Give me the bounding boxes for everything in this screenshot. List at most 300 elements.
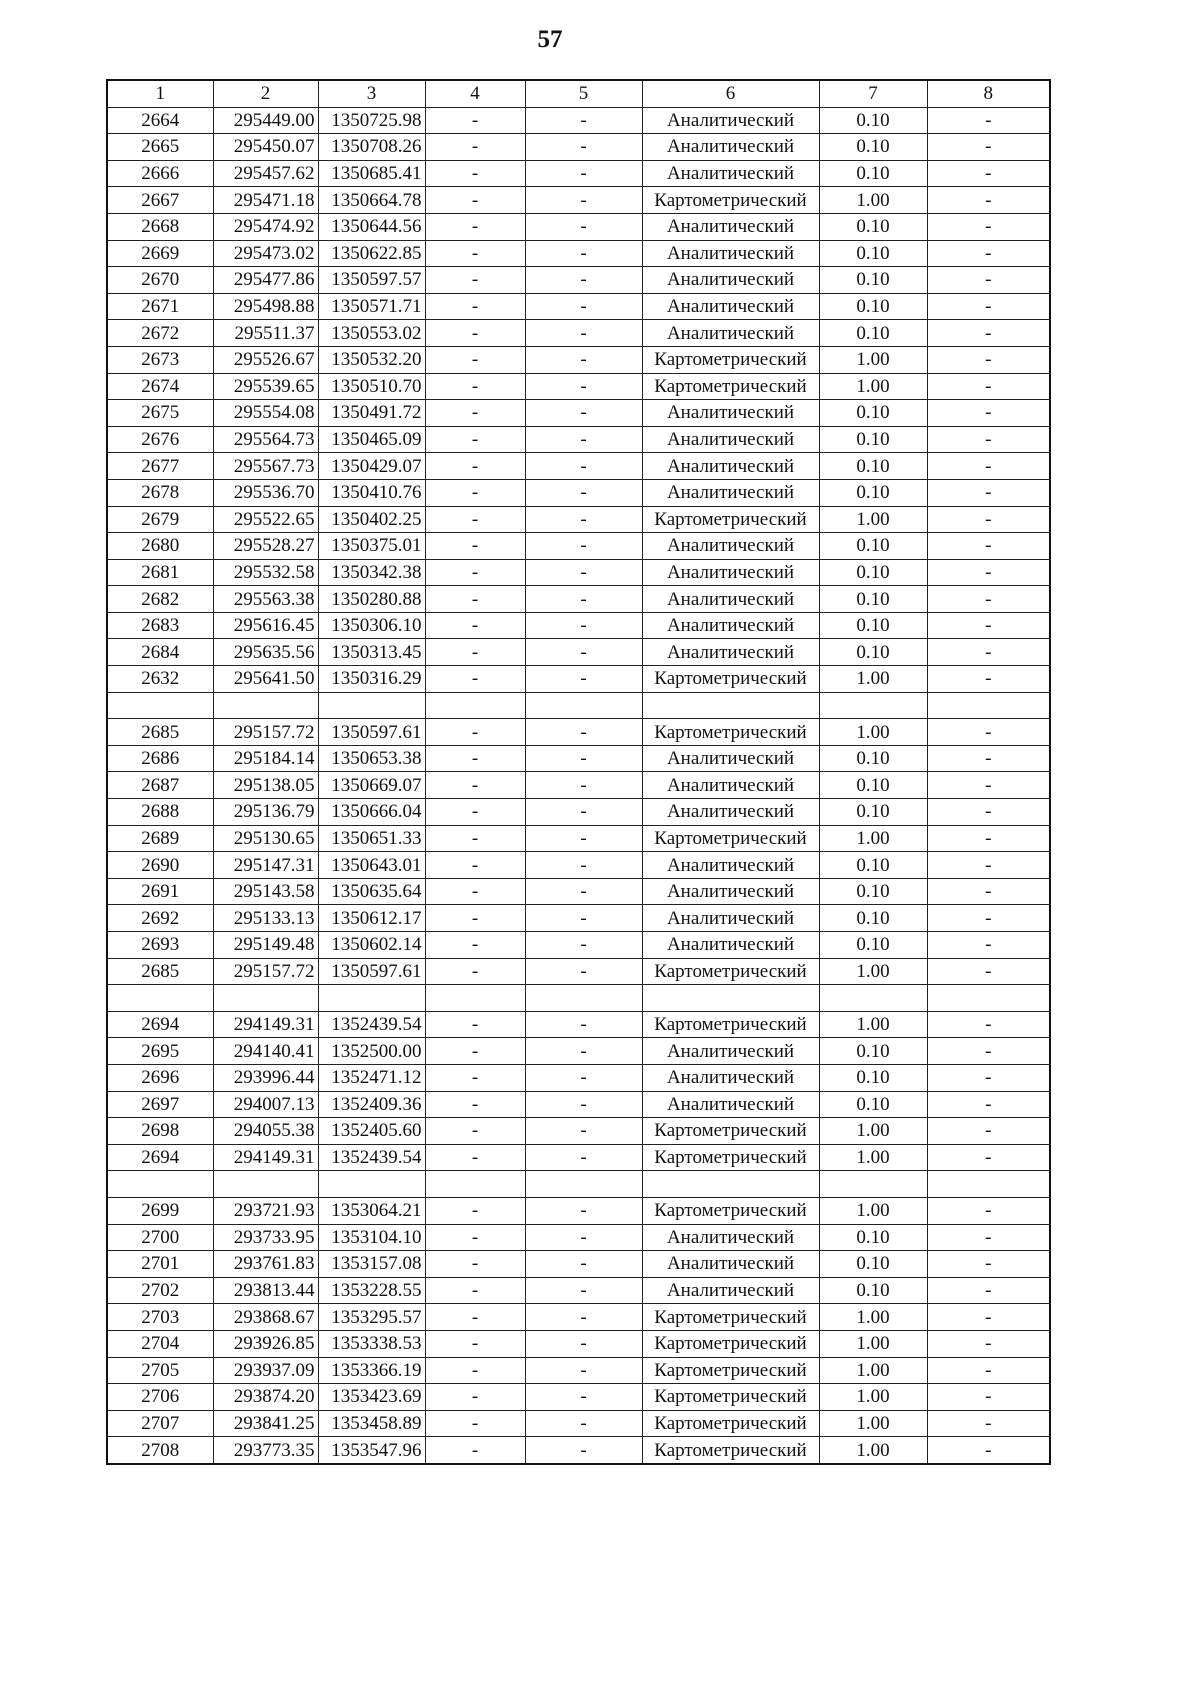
table-row: [107, 1091, 1050, 1118]
method-cell: Аналитический: [642, 107, 819, 134]
column-header-4: 4: [425, 80, 525, 107]
col-5-cell: -: [525, 772, 642, 799]
accuracy-cell: 0.10: [819, 1224, 927, 1251]
point-number-cell: 2694: [107, 1011, 213, 1038]
method-cell: Аналитический: [642, 1091, 819, 1118]
point-number-cell: 2680: [107, 533, 213, 560]
col-4-cell: -: [425, 187, 525, 214]
accuracy-cell: 1.00: [819, 187, 927, 214]
x-coordinate-cell: [213, 692, 318, 719]
accuracy-cell: 0.10: [819, 267, 927, 294]
y-coordinate-cell: 1353366.19: [318, 1357, 425, 1384]
table-row: [107, 320, 1050, 347]
point-number-cell: 2678: [107, 479, 213, 506]
x-coordinate-cell: 294140.41: [213, 1038, 318, 1065]
point-number-cell: 2708: [107, 1437, 213, 1464]
y-coordinate-cell: 1353547.96: [318, 1437, 425, 1464]
x-coordinate-cell: 293937.09: [213, 1357, 318, 1384]
col-8-cell: -: [927, 745, 1050, 772]
col-4-cell: -: [425, 586, 525, 613]
col-4-cell: -: [425, 1197, 525, 1224]
accuracy-cell: 1.00: [819, 1410, 927, 1437]
x-coordinate-cell: 295564.73: [213, 426, 318, 453]
method-cell: Картометрический: [642, 1410, 819, 1437]
col-5-cell: -: [525, 320, 642, 347]
col-8-cell: -: [927, 1251, 1050, 1278]
col-4-cell: -: [425, 1224, 525, 1251]
method-cell: Аналитический: [642, 1064, 819, 1091]
col-4-cell: -: [425, 134, 525, 161]
y-coordinate-cell: 1350342.38: [318, 559, 425, 586]
col-5-cell: -: [525, 187, 642, 214]
method-cell: Аналитический: [642, 1224, 819, 1251]
accuracy-cell: [819, 1171, 927, 1198]
y-coordinate-cell: 1350612.17: [318, 905, 425, 932]
table-row: [107, 559, 1050, 586]
point-number-cell: 2698: [107, 1118, 213, 1145]
col-5-cell: -: [525, 240, 642, 267]
col-4-cell: -: [425, 1144, 525, 1171]
point-number-cell: 2700: [107, 1224, 213, 1251]
method-cell: [642, 985, 819, 1012]
y-coordinate-cell: 1353064.21: [318, 1197, 425, 1224]
y-coordinate-cell: 1353423.69: [318, 1384, 425, 1411]
col-4-cell: -: [425, 479, 525, 506]
table-body: [107, 107, 1050, 1464]
table-row: [107, 1251, 1050, 1278]
col-5-cell: -: [525, 1197, 642, 1224]
point-number-cell: 2667: [107, 187, 213, 214]
point-number-cell: 2689: [107, 825, 213, 852]
col-8-cell: -: [927, 107, 1050, 134]
point-number-cell: 2684: [107, 639, 213, 666]
accuracy-cell: 0.10: [819, 1038, 927, 1065]
y-coordinate-cell: 1350553.02: [318, 320, 425, 347]
method-cell: Аналитический: [642, 1251, 819, 1278]
method-cell: Картометрический: [642, 719, 819, 746]
table-row: [107, 1410, 1050, 1437]
point-number-cell: 2671: [107, 293, 213, 320]
table-row: [107, 453, 1050, 480]
y-coordinate-cell: 1350685.41: [318, 160, 425, 187]
method-cell: Аналитический: [642, 293, 819, 320]
method-cell: Аналитический: [642, 1038, 819, 1065]
method-cell: Картометрический: [642, 1304, 819, 1331]
point-number-cell: 2664: [107, 107, 213, 134]
accuracy-cell: 0.10: [819, 586, 927, 613]
page-number: 57: [537, 26, 563, 53]
x-coordinate-cell: 294055.38: [213, 1118, 318, 1145]
accuracy-cell: 0.10: [819, 1064, 927, 1091]
point-number-cell: [107, 985, 213, 1012]
accuracy-cell: 1.00: [819, 1144, 927, 1171]
table-row: [107, 400, 1050, 427]
table-row: [107, 1384, 1050, 1411]
accuracy-cell: 1.00: [819, 1118, 927, 1145]
method-cell: Картометрический: [642, 187, 819, 214]
point-number-cell: 2685: [107, 719, 213, 746]
point-number-cell: 2701: [107, 1251, 213, 1278]
col-5-cell: -: [525, 1384, 642, 1411]
method-cell: Картометрический: [642, 666, 819, 693]
col-5-cell: -: [525, 1330, 642, 1357]
separator-row: [107, 1171, 1050, 1198]
col-4-cell: -: [425, 213, 525, 240]
col-8-cell: -: [927, 1330, 1050, 1357]
y-coordinate-cell: 1350375.01: [318, 533, 425, 560]
x-coordinate-cell: 295138.05: [213, 772, 318, 799]
col-4-cell: [425, 1171, 525, 1198]
col-5-cell: -: [525, 134, 642, 161]
header-row: [107, 80, 1050, 107]
col-4-cell: -: [425, 240, 525, 267]
table-row: [107, 479, 1050, 506]
table-row: [107, 878, 1050, 905]
x-coordinate-cell: 295473.02: [213, 240, 318, 267]
col-8-cell: -: [927, 586, 1050, 613]
table-row: [107, 373, 1050, 400]
col-8-cell: -: [927, 213, 1050, 240]
col-5-cell: -: [525, 107, 642, 134]
table-row: [107, 1118, 1050, 1145]
col-4-cell: -: [425, 639, 525, 666]
accuracy-cell: 0.10: [819, 426, 927, 453]
col-4-cell: -: [425, 267, 525, 294]
accuracy-cell: 1.00: [819, 1384, 927, 1411]
x-coordinate-cell: 295532.58: [213, 559, 318, 586]
accuracy-cell: 1.00: [819, 1437, 927, 1464]
table-row: [107, 426, 1050, 453]
col-8-cell: -: [927, 666, 1050, 693]
accuracy-cell: 1.00: [819, 958, 927, 985]
accuracy-cell: 1.00: [819, 1304, 927, 1331]
col-5-cell: -: [525, 1357, 642, 1384]
column-header-2: 2: [213, 80, 318, 107]
accuracy-cell: 0.10: [819, 852, 927, 879]
table-row: [107, 825, 1050, 852]
y-coordinate-cell: 1352500.00: [318, 1038, 425, 1065]
table-row: [107, 1064, 1050, 1091]
method-cell: Аналитический: [642, 426, 819, 453]
table-row: [107, 639, 1050, 666]
separator-row: [107, 692, 1050, 719]
col-4-cell: -: [425, 932, 525, 959]
col-5-cell: -: [525, 1304, 642, 1331]
col-8-cell: -: [927, 1118, 1050, 1145]
y-coordinate-cell: 1350725.98: [318, 107, 425, 134]
col-5-cell: -: [525, 267, 642, 294]
y-coordinate-cell: 1350643.01: [318, 852, 425, 879]
point-number-cell: [107, 692, 213, 719]
accuracy-cell: 0.10: [819, 320, 927, 347]
col-8-cell: [927, 1171, 1050, 1198]
table-row: [107, 187, 1050, 214]
x-coordinate-cell: 295567.73: [213, 453, 318, 480]
col-8-cell: -: [927, 1091, 1050, 1118]
x-coordinate-cell: 294149.31: [213, 1144, 318, 1171]
y-coordinate-cell: 1352471.12: [318, 1064, 425, 1091]
table-row: [107, 612, 1050, 639]
x-coordinate-cell: 293761.83: [213, 1251, 318, 1278]
accuracy-cell: 0.10: [819, 932, 927, 959]
col-8-cell: -: [927, 878, 1050, 905]
col-5-cell: -: [525, 1038, 642, 1065]
col-5-cell: -: [525, 1118, 642, 1145]
x-coordinate-cell: 293773.35: [213, 1437, 318, 1464]
col-4-cell: -: [425, 1251, 525, 1278]
col-5-cell: -: [525, 506, 642, 533]
col-5-cell: -: [525, 825, 642, 852]
y-coordinate-cell: 1350635.64: [318, 878, 425, 905]
accuracy-cell: 0.10: [819, 1091, 927, 1118]
table-row: [107, 293, 1050, 320]
x-coordinate-cell: 293926.85: [213, 1330, 318, 1357]
col-4-cell: -: [425, 1304, 525, 1331]
point-number-cell: 2665: [107, 134, 213, 161]
col-4-cell: -: [425, 1091, 525, 1118]
accuracy-cell: 0.10: [819, 479, 927, 506]
col-8-cell: -: [927, 1038, 1050, 1065]
table-row: [107, 852, 1050, 879]
col-4-cell: -: [425, 745, 525, 772]
col-4-cell: -: [425, 878, 525, 905]
col-5-cell: -: [525, 958, 642, 985]
method-cell: Аналитический: [642, 586, 819, 613]
accuracy-cell: 1.00: [819, 506, 927, 533]
method-cell: Картометрический: [642, 1357, 819, 1384]
col-8-cell: -: [927, 772, 1050, 799]
col-8-cell: -: [927, 479, 1050, 506]
y-coordinate-cell: 1353157.08: [318, 1251, 425, 1278]
point-number-cell: 2704: [107, 1330, 213, 1357]
col-4-cell: -: [425, 772, 525, 799]
col-4-cell: -: [425, 1357, 525, 1384]
x-coordinate-cell: 295474.92: [213, 213, 318, 240]
column-header-3: 3: [318, 80, 425, 107]
col-8-cell: -: [927, 134, 1050, 161]
table-row: [107, 1011, 1050, 1038]
accuracy-cell: 0.10: [819, 453, 927, 480]
x-coordinate-cell: 295563.38: [213, 586, 318, 613]
col-4-cell: -: [425, 320, 525, 347]
accuracy-cell: 0.10: [819, 160, 927, 187]
col-5-cell: -: [525, 346, 642, 373]
method-cell: Аналитический: [642, 932, 819, 959]
point-number-cell: 2696: [107, 1064, 213, 1091]
y-coordinate-cell: 1350316.29: [318, 666, 425, 693]
x-coordinate-cell: 293813.44: [213, 1277, 318, 1304]
y-coordinate-cell: 1350491.72: [318, 400, 425, 427]
accuracy-cell: 0.10: [819, 240, 927, 267]
x-coordinate-cell: 295554.08: [213, 400, 318, 427]
point-number-cell: 2686: [107, 745, 213, 772]
col-5-cell: [525, 985, 642, 1012]
x-coordinate-cell: 295133.13: [213, 905, 318, 932]
point-number-cell: 2685: [107, 958, 213, 985]
table-row: [107, 1144, 1050, 1171]
col-8-cell: -: [927, 825, 1050, 852]
method-cell: Аналитический: [642, 905, 819, 932]
y-coordinate-cell: 1350597.61: [318, 958, 425, 985]
y-coordinate-cell: [318, 1171, 425, 1198]
accuracy-cell: 0.10: [819, 878, 927, 905]
point-number-cell: 2682: [107, 586, 213, 613]
accuracy-cell: 0.10: [819, 533, 927, 560]
point-number-cell: 2679: [107, 506, 213, 533]
col-5-cell: -: [525, 213, 642, 240]
col-5-cell: -: [525, 400, 642, 427]
method-cell: Картометрический: [642, 346, 819, 373]
accuracy-cell: 0.10: [819, 213, 927, 240]
point-number-cell: 2702: [107, 1277, 213, 1304]
x-coordinate-cell: 295457.62: [213, 160, 318, 187]
x-coordinate-cell: 295147.31: [213, 852, 318, 879]
method-cell: [642, 692, 819, 719]
accuracy-cell: 1.00: [819, 1011, 927, 1038]
col-5-cell: -: [525, 453, 642, 480]
method-cell: [642, 1171, 819, 1198]
accuracy-cell: 0.10: [819, 107, 927, 134]
point-number-cell: 2693: [107, 932, 213, 959]
x-coordinate-cell: 293874.20: [213, 1384, 318, 1411]
y-coordinate-cell: 1350708.26: [318, 134, 425, 161]
x-coordinate-cell: 295130.65: [213, 825, 318, 852]
method-cell: Картометрический: [642, 1437, 819, 1464]
y-coordinate-cell: 1353458.89: [318, 1410, 425, 1437]
table-row: [107, 1224, 1050, 1251]
table-row: [107, 160, 1050, 187]
table-row: [107, 213, 1050, 240]
col-5-cell: -: [525, 799, 642, 826]
x-coordinate-cell: 295143.58: [213, 878, 318, 905]
table-row: [107, 506, 1050, 533]
point-number-cell: 2691: [107, 878, 213, 905]
col-8-cell: -: [927, 799, 1050, 826]
accuracy-cell: 0.10: [819, 745, 927, 772]
point-number-cell: 2672: [107, 320, 213, 347]
col-5-cell: -: [525, 426, 642, 453]
col-5-cell: -: [525, 1011, 642, 1038]
accuracy-cell: 0.10: [819, 905, 927, 932]
col-8-cell: [927, 985, 1050, 1012]
col-8-cell: -: [927, 639, 1050, 666]
point-number-cell: 2676: [107, 426, 213, 453]
method-cell: Аналитический: [642, 213, 819, 240]
col-4-cell: [425, 692, 525, 719]
method-cell: Аналитический: [642, 453, 819, 480]
method-cell: Аналитический: [642, 400, 819, 427]
point-number-cell: 2673: [107, 346, 213, 373]
col-4-cell: -: [425, 612, 525, 639]
table-row: [107, 346, 1050, 373]
x-coordinate-cell: 295450.07: [213, 134, 318, 161]
y-coordinate-cell: 1353295.57: [318, 1304, 425, 1331]
table-row: [107, 1437, 1050, 1464]
col-4-cell: -: [425, 958, 525, 985]
y-coordinate-cell: 1350313.45: [318, 639, 425, 666]
col-4-cell: -: [425, 346, 525, 373]
x-coordinate-cell: 295635.56: [213, 639, 318, 666]
method-cell: Аналитический: [642, 745, 819, 772]
column-header-8: 8: [927, 80, 1050, 107]
col-5-cell: -: [525, 1437, 642, 1464]
col-5-cell: -: [525, 612, 642, 639]
col-4-cell: -: [425, 825, 525, 852]
table-row: [107, 1277, 1050, 1304]
col-5-cell: -: [525, 1064, 642, 1091]
y-coordinate-cell: 1350571.71: [318, 293, 425, 320]
point-number-cell: 2692: [107, 905, 213, 932]
table-row: [107, 772, 1050, 799]
x-coordinate-cell: 295539.65: [213, 373, 318, 400]
method-cell: Аналитический: [642, 772, 819, 799]
table-row: [107, 1197, 1050, 1224]
col-8-cell: -: [927, 426, 1050, 453]
table-row: [107, 240, 1050, 267]
col-8-cell: -: [927, 506, 1050, 533]
col-4-cell: -: [425, 799, 525, 826]
point-number-cell: 2666: [107, 160, 213, 187]
col-8-cell: -: [927, 1144, 1050, 1171]
col-4-cell: -: [425, 506, 525, 533]
col-8-cell: -: [927, 1277, 1050, 1304]
method-cell: Картометрический: [642, 373, 819, 400]
x-coordinate-cell: 295149.48: [213, 932, 318, 959]
col-8-cell: -: [927, 320, 1050, 347]
col-8-cell: -: [927, 240, 1050, 267]
col-8-cell: -: [927, 267, 1050, 294]
method-cell: Аналитический: [642, 320, 819, 347]
col-4-cell: -: [425, 666, 525, 693]
col-5-cell: -: [525, 905, 642, 932]
table-row: [107, 586, 1050, 613]
col-4-cell: -: [425, 373, 525, 400]
y-coordinate-cell: [318, 985, 425, 1012]
accuracy-cell: 1.00: [819, 719, 927, 746]
accuracy-cell: 0.10: [819, 612, 927, 639]
x-coordinate-cell: 295157.72: [213, 958, 318, 985]
table-row: [107, 799, 1050, 826]
point-number-cell: 2690: [107, 852, 213, 879]
col-8-cell: -: [927, 1384, 1050, 1411]
col-5-cell: [525, 692, 642, 719]
y-coordinate-cell: 1352439.54: [318, 1144, 425, 1171]
col-5-cell: -: [525, 1410, 642, 1437]
x-coordinate-cell: 294149.31: [213, 1011, 318, 1038]
y-coordinate-cell: 1350465.09: [318, 426, 425, 453]
col-4-cell: -: [425, 453, 525, 480]
method-cell: Аналитический: [642, 533, 819, 560]
coordinates-table: [106, 79, 1051, 1465]
col-8-cell: -: [927, 293, 1050, 320]
col-8-cell: -: [927, 1011, 1050, 1038]
col-5-cell: -: [525, 1144, 642, 1171]
table-row: [107, 666, 1050, 693]
col-8-cell: -: [927, 612, 1050, 639]
col-8-cell: -: [927, 160, 1050, 187]
method-cell: Аналитический: [642, 1277, 819, 1304]
accuracy-cell: 0.10: [819, 134, 927, 161]
col-4-cell: -: [425, 559, 525, 586]
col-4-cell: -: [425, 719, 525, 746]
y-coordinate-cell: 1350602.14: [318, 932, 425, 959]
table-row: [107, 134, 1050, 161]
col-8-cell: -: [927, 400, 1050, 427]
y-coordinate-cell: 1350410.76: [318, 479, 425, 506]
accuracy-cell: 0.10: [819, 1251, 927, 1278]
point-number-cell: 2695: [107, 1038, 213, 1065]
y-coordinate-cell: 1350666.04: [318, 799, 425, 826]
